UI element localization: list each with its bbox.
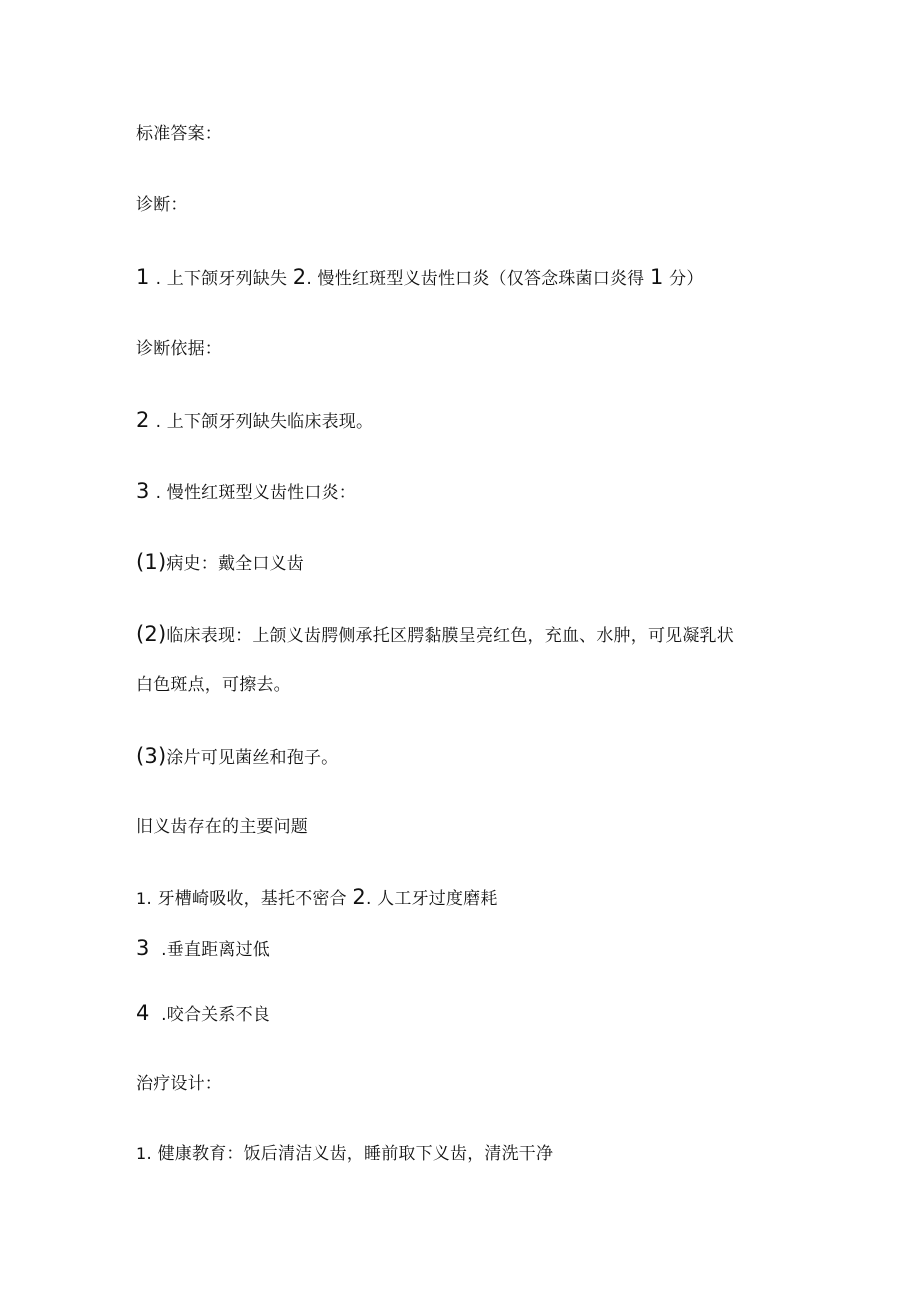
diagnosis-text-c: 分） (663, 269, 704, 289)
treatment-item-1 (136, 1142, 553, 1166)
problem-1-text: . 牙槽崎吸收，基托不密合 (146, 889, 353, 909)
diagnosis-text-a: . 上下颌牙列缺失 (155, 269, 293, 289)
sub-item-2-continued: 白色斑点，可擦去。 (136, 675, 291, 695)
heading-old-denture-problems: 旧义齿存在的主要问题 (136, 817, 308, 837)
treatment-1-text: . 健康教育：饭后清洁义齿，睡前取下义齿，清洗干净 (146, 1144, 554, 1164)
basis-item-3-text: . 慢性红斑型义齿性口炎： (155, 483, 356, 503)
item-number: 4 (136, 1001, 150, 1025)
item-number: 1 (136, 889, 147, 908)
basis-item-2 (136, 408, 373, 434)
sub-item-2-text: 临床表现：上颌义齿腭侧承托区腭黏膜呈亮红色，充血、水肿，可见凝乳状 (166, 626, 734, 646)
sub-item-3-text: 涂片可见菌丝和孢子。 (166, 748, 339, 768)
basis-item-2-text: . 上下颌牙列缺失临床表现。 (155, 412, 374, 432)
sub-item-number: (3) (136, 744, 167, 768)
problem-line-1 (136, 885, 498, 911)
sub-item-number: (1) (136, 550, 167, 574)
heading-standard-answer: 标准答案： (136, 124, 222, 144)
sub-item-number: (2) (136, 622, 167, 646)
item-number: 1 (136, 265, 150, 289)
heading-diagnosis-basis: 诊断依据： (136, 339, 222, 359)
diagnosis-text-b: . 慢性红斑型义齿性口炎（仅答念珠菌口炎得 (306, 269, 650, 289)
item-number: 2 (136, 408, 150, 432)
diagnosis-line (136, 265, 704, 291)
sub-item-1-text: 病史：戴全口义齿 (166, 554, 304, 574)
sub-item-2 (136, 622, 734, 648)
basis-item-3 (136, 479, 356, 505)
sub-item-1 (136, 550, 304, 576)
problem-item-4 (136, 1001, 270, 1027)
problem-item-3 (136, 936, 270, 962)
item-number-2: 2 (292, 265, 307, 289)
item-number-2: 2 (352, 885, 366, 909)
problem-3-text: .垂直距离过低 (155, 940, 270, 960)
item-number: 3 (136, 936, 150, 960)
score-number: 1 (649, 265, 664, 289)
item-number: 1 (136, 1144, 147, 1163)
problem-4-text: .咬合关系不良 (155, 1005, 270, 1025)
sub-item-3 (136, 744, 338, 770)
item-number: 3 (136, 479, 150, 503)
heading-diagnosis: 诊断： (136, 195, 188, 215)
heading-treatment-design: 治疗设计： (136, 1074, 222, 1094)
problem-2-text: . 人工牙过度磨耗 (365, 889, 498, 909)
